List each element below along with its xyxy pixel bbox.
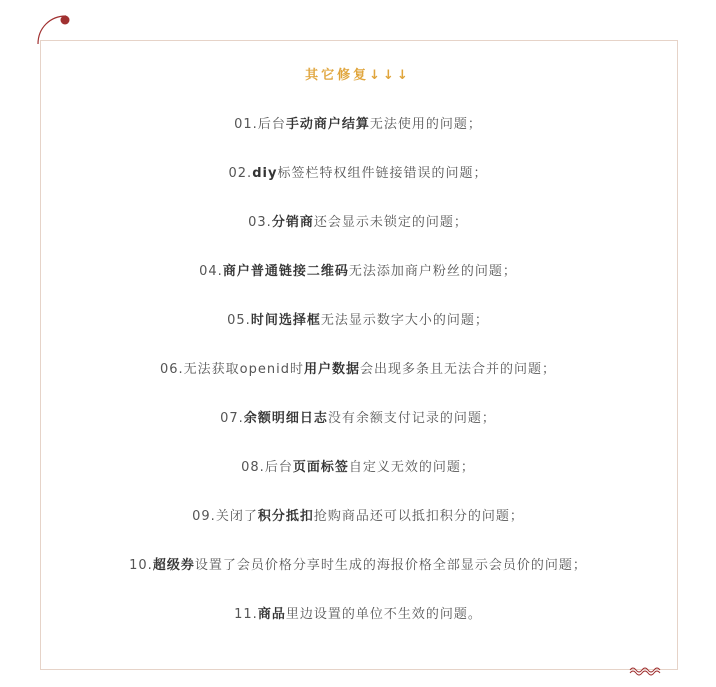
fix-item: 11.商品里边设置的单位不生效的问题。 bbox=[234, 607, 482, 622]
fix-item: 09.关闭了积分抵扣抢购商品还可以抵扣积分的问题； bbox=[192, 509, 524, 524]
fix-item: 01.后台手动商户结算无法使用的问题； bbox=[234, 117, 482, 132]
fix-item: 10.超级券设置了会员价格分享时生成的海报价格全部显示会员价的问题； bbox=[129, 558, 587, 573]
corner-ornament-icon bbox=[34, 14, 74, 54]
fix-item: 02.diy标签栏特权组件链接错误的问题； bbox=[228, 166, 488, 181]
fix-item: 06.无法获取openid时用户数据会出现多条且无法合并的问题； bbox=[159, 362, 556, 377]
fix-item: 08.后台页面标签自定义无效的问题； bbox=[241, 460, 475, 475]
fix-item: 05.时间选择框无法显示数字大小的问题； bbox=[227, 313, 489, 328]
content-card bbox=[40, 40, 678, 670]
wave-ornament-icon bbox=[628, 664, 664, 676]
fix-item: 04.商户普通链接二维码无法添加商户粉丝的问题； bbox=[199, 264, 517, 279]
fix-item: 03.分销商还会显示未锁定的问题； bbox=[248, 215, 468, 230]
section-heading: 其它修复↓↓↓ bbox=[305, 68, 411, 83]
fix-item: 07.余额明细日志没有余额支付记录的问题； bbox=[220, 411, 496, 426]
